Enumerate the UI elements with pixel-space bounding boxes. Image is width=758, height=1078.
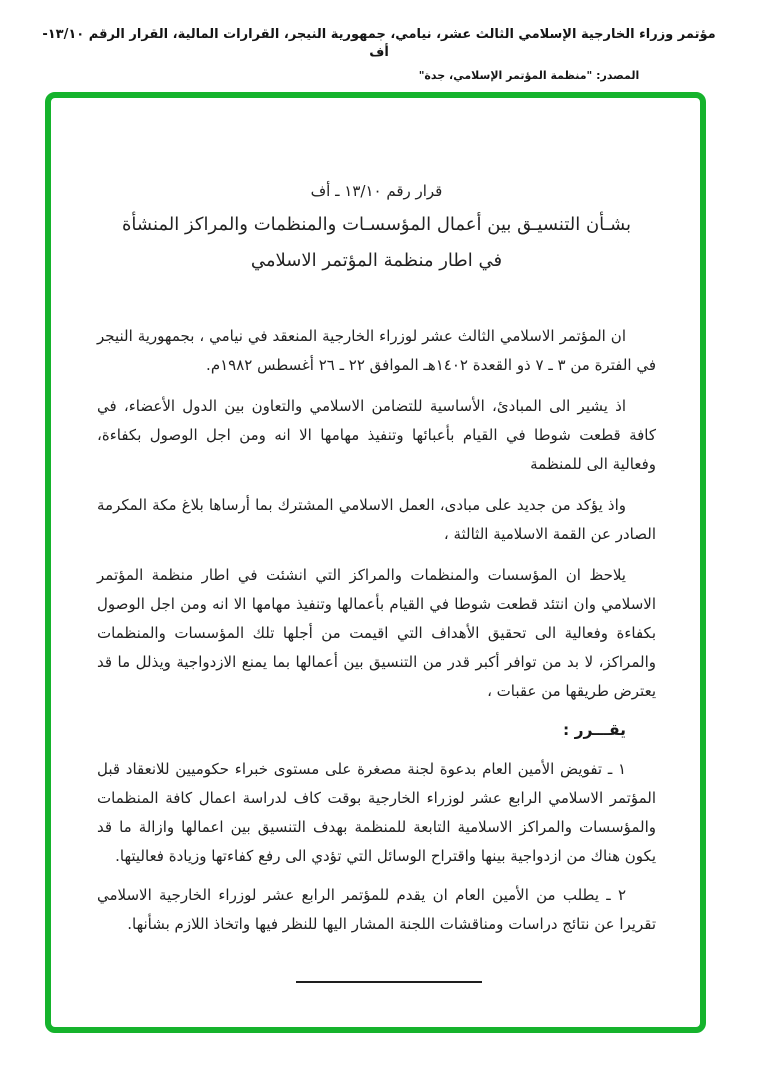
resolution-subject: بشـأن التنسيـق بين أعمال المؤسسـات والمنظمات والمراكز المنشأة <box>121 214 632 235</box>
decree-heading: يقـــرر : <box>562 721 626 739</box>
header-citation-line: مؤتمر وزراء الخارجية الإسلامي الثالث عشر، نيامي، جمهورية النيجر، القرارات المالية، القرار الرقم ١٣/١٠- أف <box>42 27 716 60</box>
decree-item-1: ١ ـ تفويض الأمين العام بدعوة لجنة مصغرة على مستوى خبراء حكوميين للانعقاد قبل المؤتمر الاسلامي الرابع عشر لوزراء الخارجية بوقت كاف لدراسة اعمال كافة المنظمات والمؤسسات والمراكز الاسلامية التابعة للمنظمة بهدف التنسيق بين اعمالها وازالة ما قد يكون هناك من ازدواجية بينها واقتراح الوسائل التي تؤدي الى رفع كفاءتها وزيادة فعاليتها. <box>97 760 656 865</box>
preamble-paragraph-1: ان المؤتمر الاسلامي الثالث عشر لوزراء الخارجية المنعقد في نيامي ، بجمهورية النيجر في الفترة من ٣ ـ ٧ ذو القعدة ١٤٠٢هـ الموافق ٢٢ ـ ٢٦ أغسطس ١٩٨٢م. <box>97 327 656 374</box>
header-source-line: المصدر: "منظمة المؤتمر الإسلامي، جدة" <box>418 69 640 82</box>
preamble-paragraph-4: يلاحظ ان المؤسسات والمنظمات والمراكز التي انشئت في اطار منظمة المؤتمر الاسلامي وان انتئد قطعت شوطا في القيام بأعمالها وتنفيذ مهامها الا انه ومن اجل الوصول بكفاءة وفعالية الى تحقيق الأهداف التي اقيمت من أجلها تلك المؤسسات والمنظمات والمراكز، لا بد من توافر أكبر قدر من التنسيق بين أعمالها بما يمنع الازدواجية ويذلل ما قد يعترض طريقها من عقبات ، <box>97 566 656 700</box>
preamble-paragraph-3: واذ يؤكد من جديد على مبادى، العمل الاسلامي المشترك بما أرساها بلاغ مكة المكرمة الصادر عن القمة الاسلامية الثالثة ، <box>97 496 656 543</box>
document-content <box>51 98 700 983</box>
preamble-paragraph-2: اذ يشير الى المبادئ، الأساسية للتضامن الاسلامي والتعاون بين الدول الأعضاء، في كافة قطعت شوطا في القيام بأعبائها وتنفيذ مهامها الا انه ومن اجل الوصول بكفاءة، وفعالية الى للمنظمة <box>97 397 656 473</box>
decree-item-2: ٢ ـ يطلب من الأمين العام ان يقدم للمؤتمر الرابع عشر لوزراء الخارجية الاسلامي تقريرا عن نتائج دراسات ومناقشات اللجنة المشار اليها للنظر فيها واتخاذ اللازم بشأنها. <box>97 886 656 933</box>
scanned-document-frame <box>45 92 706 1033</box>
page-header <box>0 26 758 83</box>
resolution-number: قرار رقم ١٣/١٠ ـ أف <box>310 182 443 200</box>
signature-line <box>296 981 482 983</box>
resolution-title-block <box>97 178 656 276</box>
resolution-framework: في اطار منظمة المؤتمر الاسلامي <box>250 250 503 271</box>
